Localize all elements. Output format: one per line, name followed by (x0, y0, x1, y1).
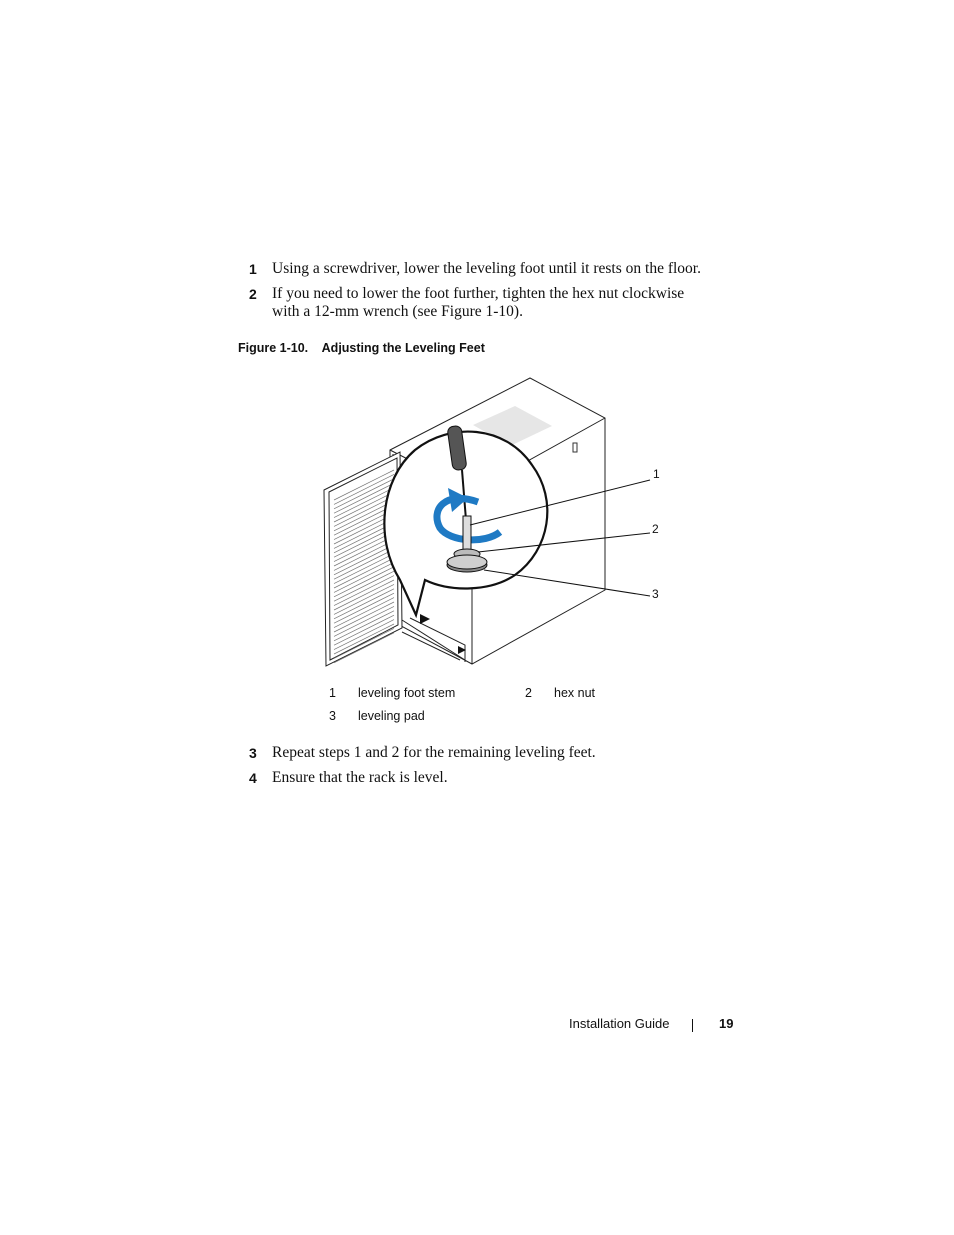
step-text: Ensure that the rack is level. (272, 769, 448, 786)
leveling-foot-stem (463, 516, 471, 552)
page-number: 19 (719, 1016, 734, 1031)
legend-label: leveling foot stem (358, 686, 456, 700)
step-text: Repeat steps 1 and 2 for the remaining leveling feet. (272, 744, 596, 761)
step-text: Using a screwdriver, lower the leveling foot until it rests on the floor. (272, 260, 701, 277)
footer-title: Installation Guide (569, 1016, 670, 1031)
figure-title: Adjusting the Leveling Feet (321, 341, 485, 355)
legend-label: leveling pad (358, 709, 425, 723)
step-number: 3 (249, 745, 257, 761)
legend-label: hex nut (554, 686, 596, 700)
step-text: If you need to lower the foot further, tighten the hex nut clockwise with a 12-mm wrench (see Figure 1-10). (272, 285, 685, 320)
figure-number: Figure 1-10. (238, 341, 309, 355)
callout-3: 3 (652, 587, 659, 601)
figure-caption (238, 341, 485, 355)
legend-number: 2 (525, 686, 532, 700)
callout-2: 2 (652, 522, 659, 536)
callout-1: 1 (653, 467, 660, 481)
step-number: 2 (249, 286, 257, 302)
step-number: 1 (249, 261, 257, 277)
legend-number: 1 (329, 686, 336, 700)
rack-leveling-diagram (300, 370, 680, 680)
step-number: 4 (249, 770, 257, 786)
legend-number: 3 (329, 709, 336, 723)
footer-divider (692, 1019, 693, 1032)
figure-illustration (300, 370, 680, 680)
